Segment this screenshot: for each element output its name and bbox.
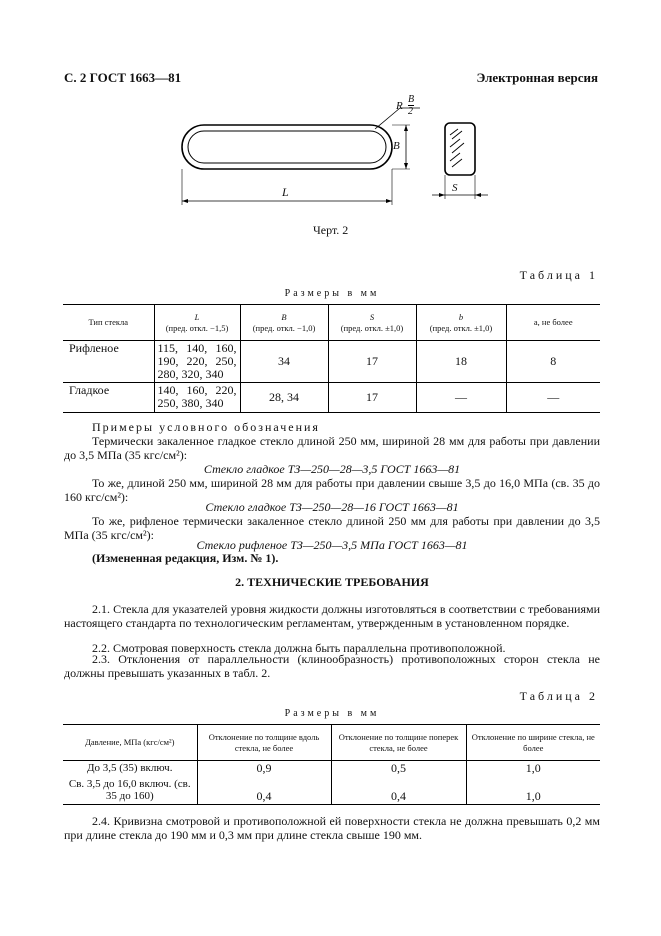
table2-cell: Св. 3,5 до 16,0 включ. (св. 35 до 160) — [68, 777, 191, 802]
table1-header-b: b (пред. откл. ±1,0) — [416, 305, 506, 341]
figure-label-B2-den: 2 — [408, 106, 413, 117]
table2-header-along: Отклонение по толщине вдоль стекла, не более — [197, 725, 331, 761]
table2 — [63, 724, 600, 805]
table2-header-width: Отклонение по ширине стекла, не более — [466, 725, 600, 761]
table1-header-L: L (пред. откл. −1,5) — [154, 305, 240, 341]
examples-p1: Термически закаленное гладкое стекло длиной 250 мм, шириной 28 мм для работы при давлении до 3,5 МПа (35 кгс/см²): — [64, 434, 600, 462]
figure-label-S: S — [452, 182, 458, 194]
table2-cell: 1,0 — [466, 761, 600, 777]
table1-cell: 115, 140, 160, 190, 220, 250, 280, 320, 340 — [154, 341, 240, 383]
examples-p2: То же, длиной 250 мм, шириной 28 мм для работы при давлении свыше 3,5 до 16,0 МПа (св. 35 до 160 кгс/см²): — [64, 476, 600, 504]
figure-caption: Черт. 2 — [313, 223, 349, 237]
table1-cell: Рифленое — [69, 341, 119, 355]
table1-label: Таблица 1 — [519, 268, 598, 282]
table2-cell: До 3,5 (35) включ. — [87, 762, 173, 774]
table1-cell: 8 — [506, 341, 600, 383]
table-row — [63, 777, 600, 805]
table1-cell: 28, 34 — [240, 383, 328, 413]
table-row — [63, 341, 600, 383]
section2-title: 2. ТЕХНИЧЕСКИЕ ТРЕБОВАНИЯ — [235, 575, 429, 589]
examples-designation-1: Стекло гладкое ТЗ—250—28—3,5 ГОСТ 1663—81 — [203, 462, 461, 476]
table1-cell: 140, 160, 220, 250, 380, 340 — [154, 383, 240, 413]
glass-drawing — [170, 95, 500, 210]
page-header-right: Электронная версия — [476, 70, 598, 85]
table1-cell: Гладкое — [69, 383, 110, 397]
section2-p21: 2.1. Стекла для указателей уровня жидкости должны изготовляться в соответствии с требованиями настоящего стандарта по технологическим регламентам, утвержденным в установленном порядке. — [64, 602, 600, 630]
table1-cell: 17 — [328, 341, 416, 383]
table2-units: Размеры в мм — [284, 708, 380, 719]
table-row — [63, 383, 600, 413]
table1-units: Размеры в мм — [284, 288, 380, 299]
figure-label-B: B — [393, 140, 400, 152]
table1-cell: — — [506, 383, 600, 413]
glass-outline-inner — [188, 131, 386, 163]
examples-designation-3: Стекло рифленое ТЗ—250—3,5 МПа ГОСТ 1663—81 — [196, 538, 468, 552]
glass-section — [445, 123, 475, 175]
examples-designation-2: Стекло гладкое ТЗ—250—28—16 ГОСТ 1663—81 — [205, 500, 459, 514]
figure-label-R: R — [396, 100, 403, 112]
table1 — [63, 304, 600, 413]
table2-header-across: Отклонение по толщине поперек стекла, не более — [331, 725, 466, 761]
table2-cell: 0,9 — [197, 761, 331, 777]
table2-header-pressure: Давление, МПа (кгс/см²) — [85, 737, 175, 747]
table1-header-B: B (пред. откл. −1,0) — [240, 305, 328, 341]
examples-title: Примеры условного обозначения — [92, 420, 320, 434]
section2-p22: 2.2. Смотровая поверхность стекла должна быть параллельна противоположной. — [92, 641, 506, 655]
table2-cell: 0,4 — [197, 777, 331, 805]
table1-header-S: S (пред. откл. ±1,0) — [328, 305, 416, 341]
table2-cell: 1,0 — [466, 777, 600, 805]
glass-outline-outer — [182, 125, 392, 169]
section2-p23: 2.3. Отклонения от параллельности (клинообразность) противоположных сторон стекла не должны превышать указанных в табл. 2. — [64, 652, 600, 680]
amendment-note: (Измененная редакция, Изм. № 1). — [92, 551, 279, 565]
page-header-left: С. 2 ГОСТ 1663—81 — [64, 70, 182, 85]
figure-label-L: L — [282, 185, 289, 199]
examples-p3: То же, рифленое термически закаленное стекло длиной 250 мм для работы при давлении до 3,5 МПа (35 кгс/см²): — [64, 514, 600, 542]
table2-label: Таблица 2 — [519, 689, 598, 703]
table2-cell: 0,4 — [331, 777, 466, 805]
figure-label-B2-num: B — [408, 94, 415, 105]
table1-header-a: a, не более — [506, 305, 600, 341]
table1-cell: 17 — [328, 383, 416, 413]
table1-cell: 34 — [240, 341, 328, 383]
table1-cell: — — [416, 383, 506, 413]
table1-header-type: Тип стекла — [88, 317, 129, 327]
table-row — [63, 761, 600, 777]
section2-p24: 2.4. Кривизна смотровой и противоположной ей поверхности стекла не должна превышать 0,2 мм при длине стекла до 190 мм и 0,3 мм при длине стекла свыше 190 мм. — [64, 814, 600, 842]
table2-cell: 0,5 — [331, 761, 466, 777]
table1-cell: 18 — [416, 341, 506, 383]
